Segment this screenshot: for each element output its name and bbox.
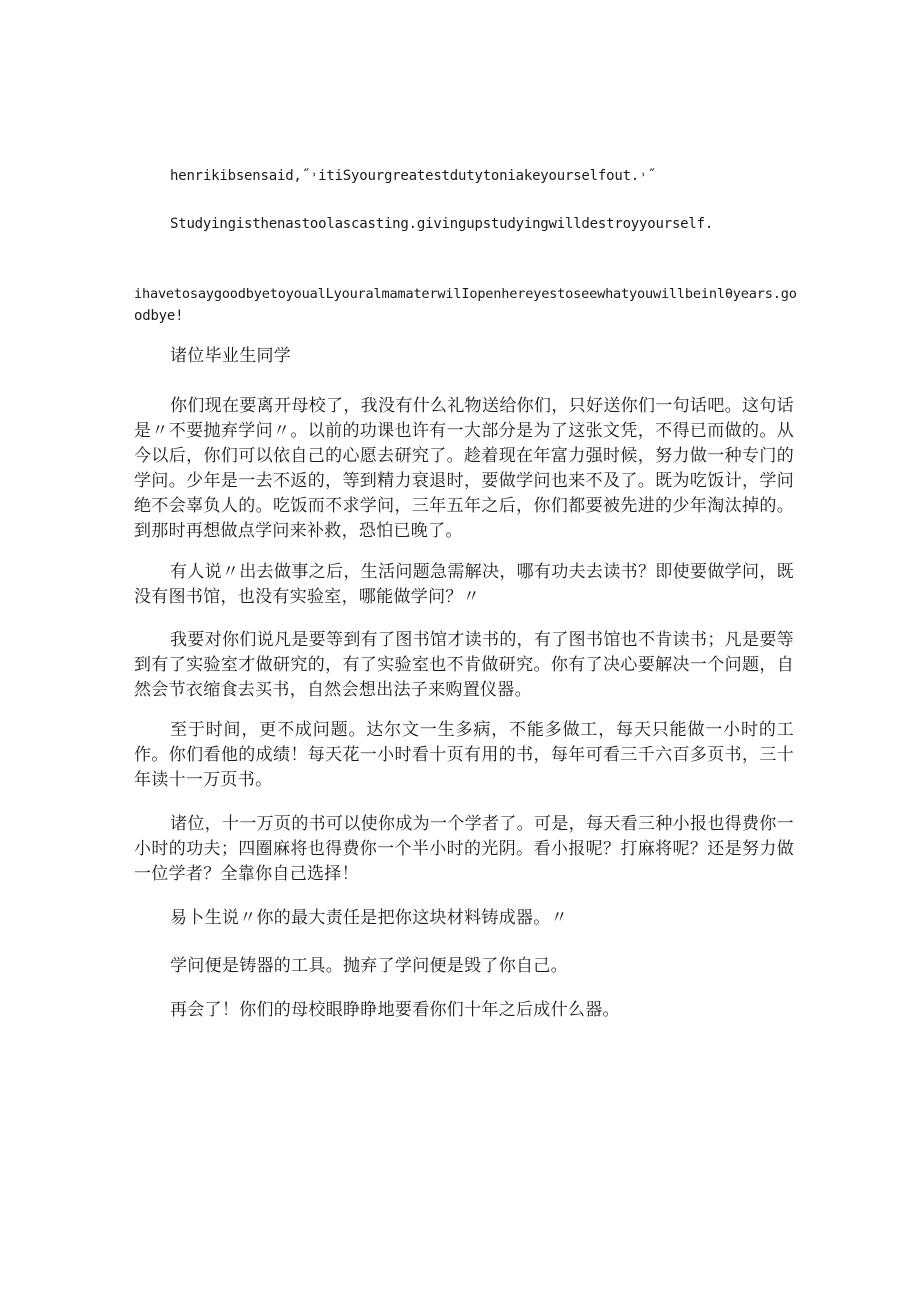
paragraph-5: 诸位，十一万页的书可以使你成为一个学者了。可是，每天看三种小报也得费你一小时的功夫；四圈麻将也得费你一个半小时的光阴。看小报呢？打麻将呢？还是努力做一位学者？全靠你自己选择！ (134, 814, 794, 884)
english-line-goodbye-part2: odbye! (134, 308, 184, 324)
paragraph-7: 学问便是铸器的工具。抛弃了学问便是毁了你自己。 (170, 956, 568, 976)
english-line-studying: Studyingisthenastoolascasting.givingupstudyingwilldestroyyourself. (170, 216, 714, 232)
paragraph-4: 至于时间，更不成问题。达尔文一生多病，不能多做工，每天只能做一小时的工作。你们看他的成绩！每天花一小时看十页有用的书，每年可看三千六百多页书，三十年读十一万页书。 (134, 720, 794, 790)
english-line-ibsen-quote: henrikibsensaid,˝˒itiSyourgreatestdutytoniakeyourselfout.˒˝ (170, 168, 656, 184)
paragraph-6: 易卜生说〃你的最大责任是把你这块材料铸成器。〃 (170, 908, 568, 928)
paragraph-3: 我要对你们说凡是要等到有了图书馆才读书的，有了图书馆也不肯读书；凡是要等到有了实验室才做研究的，有了实验室也不肯做研究。你有了决心要解决一个问题，自然会节衣缩食去买书，自然会想出法子来购置仪器。 (134, 630, 794, 700)
salutation: 诸位毕业生同学 (170, 346, 292, 366)
paragraph-1: 你们现在要离开母校了，我没有什么礼物送给你们，只好送你们一句话吧。这句话是〃不要抛弃学问〃。以前的功课也许有一大部分是为了这张文凭，不得已而做的。从今以后，你们可以依自己的心愿去研究了。趁着现在年富力强时候，努力做一种专门的学问。少年是一去不返的，等到精力衰退时，要做学问也来不及了。既为吃饭计，学问绝不会辜负人的。吃饭而不求学问，三年五年之后，你们都要被先进的少年淘汰掉的。到那时再想做点学问来补救，恐怕已晚了。 (134, 396, 794, 541)
paragraph-8: 再会了！你们的母校眼睁睁地要看你们十年之后成什么器。 (170, 1000, 620, 1020)
english-line-goodbye-part1: ihavetosaygoodbyetoyoualLyouralmamaterwilIopenhereyestoseewhatyouwillbeinlθyears.go (134, 286, 797, 302)
paragraph-2: 有人说〃出去做事之后，生活问题急需解决，哪有功夫去读书？即使要做学问，既没有图书馆，也没有实验室，哪能做学问？〃 (134, 562, 794, 607)
